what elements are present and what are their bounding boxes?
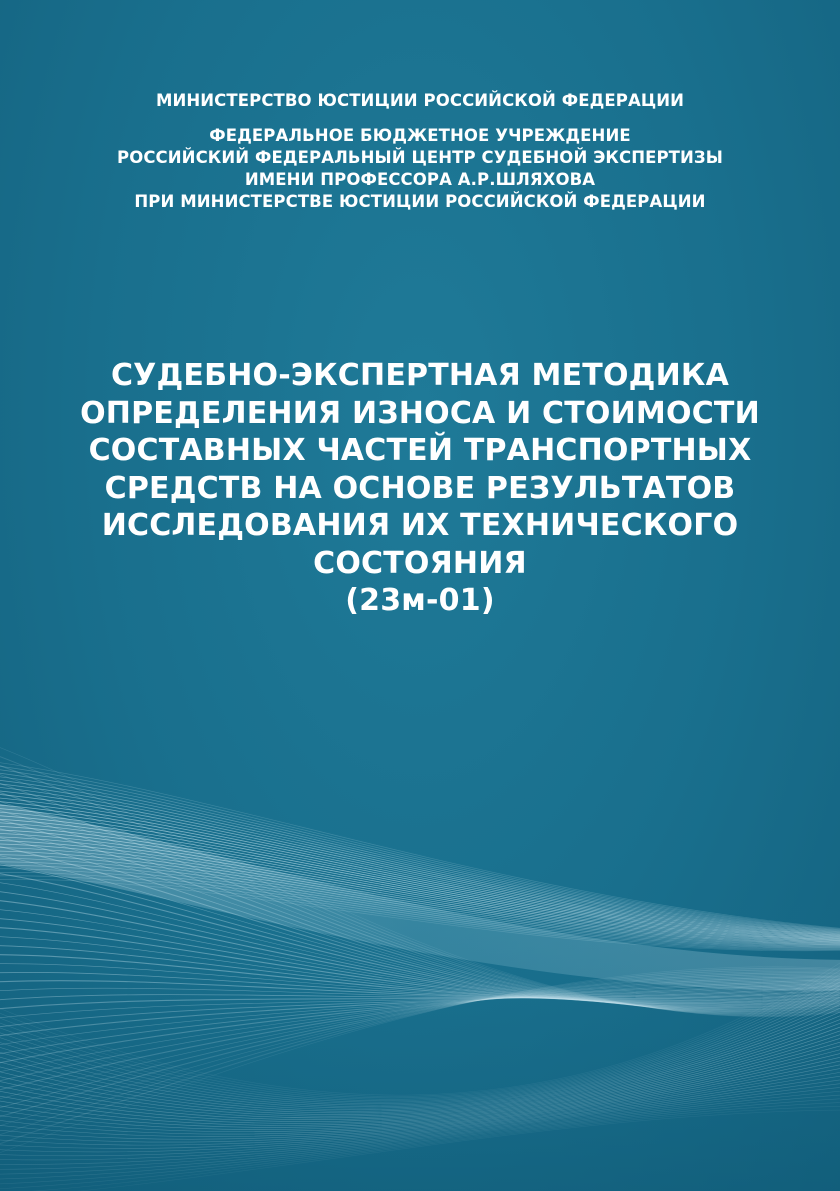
- title-line-6: СОСТОЯНИЯ: [313, 545, 527, 581]
- title-line-4: СРЕДСТВ НА ОСНОВЕ РЕЗУЛЬТАТОВ: [104, 470, 736, 506]
- title-line-5: ИССЛЕДОВАНИЯ ИХ ТЕХНИЧЕСКОГО: [101, 508, 739, 543]
- institution-line-2: РОССИЙСКИЙ ФЕДЕРАЛЬНЫЙ ЦЕНТР СУДЕБНОЙ ЭКСПЕРТИЗЫ: [117, 148, 723, 167]
- institution-line-3: ИМЕНИ ПРОФЕССОРА А.Р.ШЛЯХОВА: [244, 170, 596, 189]
- title-line-1: СУДЕБНО-ЭКСПЕРТНАЯ МЕТОДИКА: [110, 358, 730, 393]
- ministry-name: МИНИСТЕРСТВО ЮСТИЦИИ РОССИЙСКОЙ ФЕДЕРАЦИИ: [155, 91, 685, 110]
- publisher-header: [0, 90, 840, 213]
- title-line-3: СОСТАВНЫХ ЧАСТЕЙ ТРАНСПОРТНЫХ: [88, 433, 752, 468]
- title-line-2: ОПРЕДЕЛЕНИЯ ИЗНОСА И СТОИМОСТИ: [80, 395, 760, 431]
- institution-line-4: ПРИ МИНИСТЕРСТВЕ ЮСТИЦИИ РОССИЙСКОЙ ФЕДЕРАЦИИ: [134, 192, 706, 211]
- document-title: [0, 357, 840, 620]
- document-code: (23м-01): [345, 583, 495, 618]
- institution-line-1: ФЕДЕРАЛЬНОЕ БЮДЖЕТНОЕ УЧРЕЖДЕНИЕ: [209, 126, 631, 145]
